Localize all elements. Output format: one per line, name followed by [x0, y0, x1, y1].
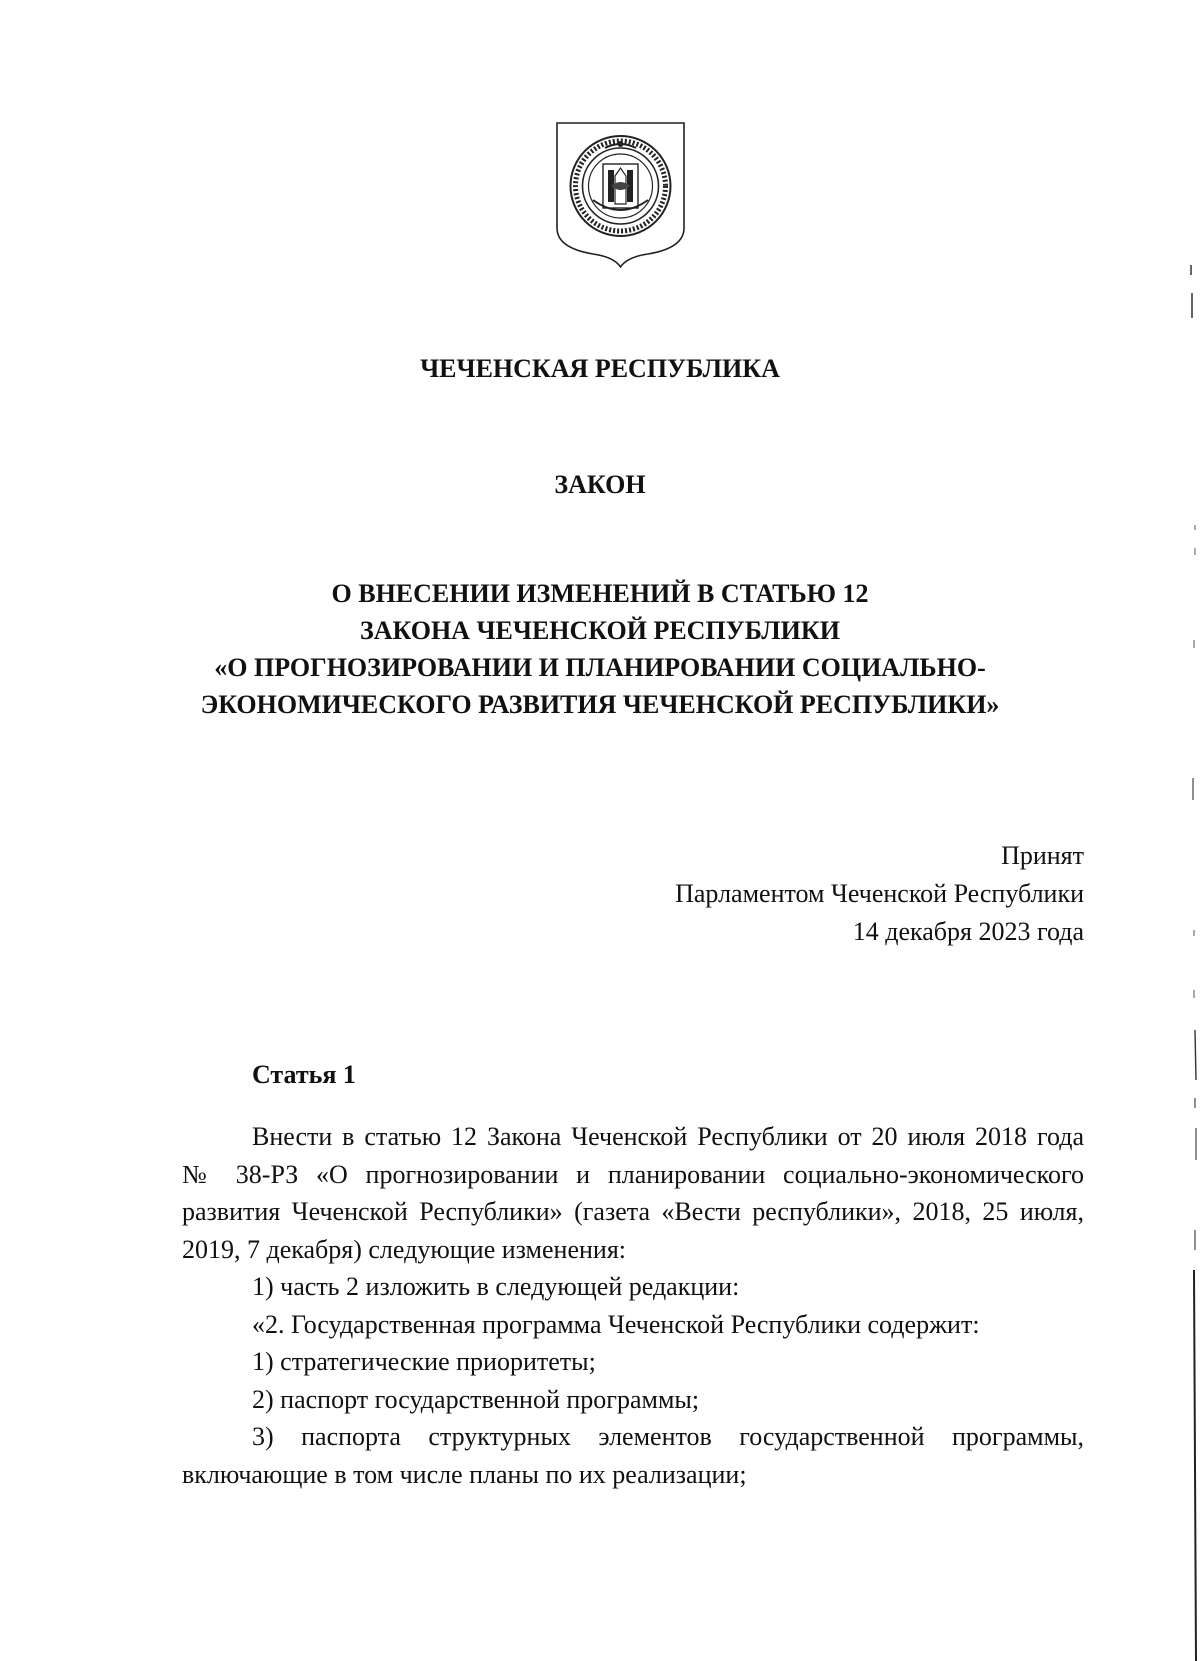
adoption-block: [675, 837, 1084, 951]
adoption-date: 14 декабря 2023 года: [852, 917, 1084, 946]
law-title: [40, 575, 1160, 723]
article-body: [182, 1118, 1084, 1493]
coat-of-arms-icon: [553, 120, 688, 270]
list-item: 2) паспорт государственной программы;: [252, 1384, 700, 1414]
article-heading: Статья 1: [252, 1060, 356, 1089]
law-title-line: О ВНЕСЕНИИ ИЗМЕНЕНИЙ В СТАТЬЮ 12: [331, 579, 869, 608]
law-title-line: ЗАКОНА ЧЕЧЕНСКОЙ РЕСПУБЛИКИ: [360, 616, 840, 645]
law-title-line: ЭКОНОМИЧЕСКОГО РАЗВИТИЯ ЧЕЧЕНСКОЙ РЕСПУБЛИКИ»: [200, 690, 1000, 719]
list-item: 1) стратегические приоритеты;: [252, 1347, 596, 1376]
adopting-body: Парламентом Чеченской Республики: [675, 879, 1084, 908]
adoption-status: Принят: [1001, 841, 1084, 870]
region-heading: ЧЕЧЕНСКАЯ РЕСПУБЛИКА: [420, 354, 780, 383]
body-line: № 38-РЗ «О прогнозировании и планировании социально-экономического: [182, 1159, 1084, 1189]
amendment-item: 1) часть 2 изложить в следующей редакции:: [252, 1272, 740, 1301]
quoted-text-start: «2. Государственная программа Чеченской Республики содержит:: [252, 1309, 980, 1339]
scan-edge-marks: [1150, 0, 1200, 1661]
body-line: 2019, 7 декабря) следующие изменения:: [182, 1234, 627, 1264]
body-line: развития Чеченской Республики» (газета «Вести республики», 2018, 25 июля,: [182, 1197, 1084, 1226]
list-item-continuation: включающие в том числе планы по их реализации;: [182, 1459, 747, 1489]
document-type-heading: ЗАКОН: [554, 470, 646, 499]
law-title-line: «О ПРОГНОЗИРОВАНИИ И ПЛАНИРОВАНИИ СОЦИАЛЬНО-: [214, 653, 986, 682]
body-line: Внести в статью 12 Закона Чеченской Республики от 20 июля 2018 года: [252, 1122, 1084, 1151]
list-item: 3) паспорта структурных элементов государственной программы,: [252, 1422, 1084, 1451]
